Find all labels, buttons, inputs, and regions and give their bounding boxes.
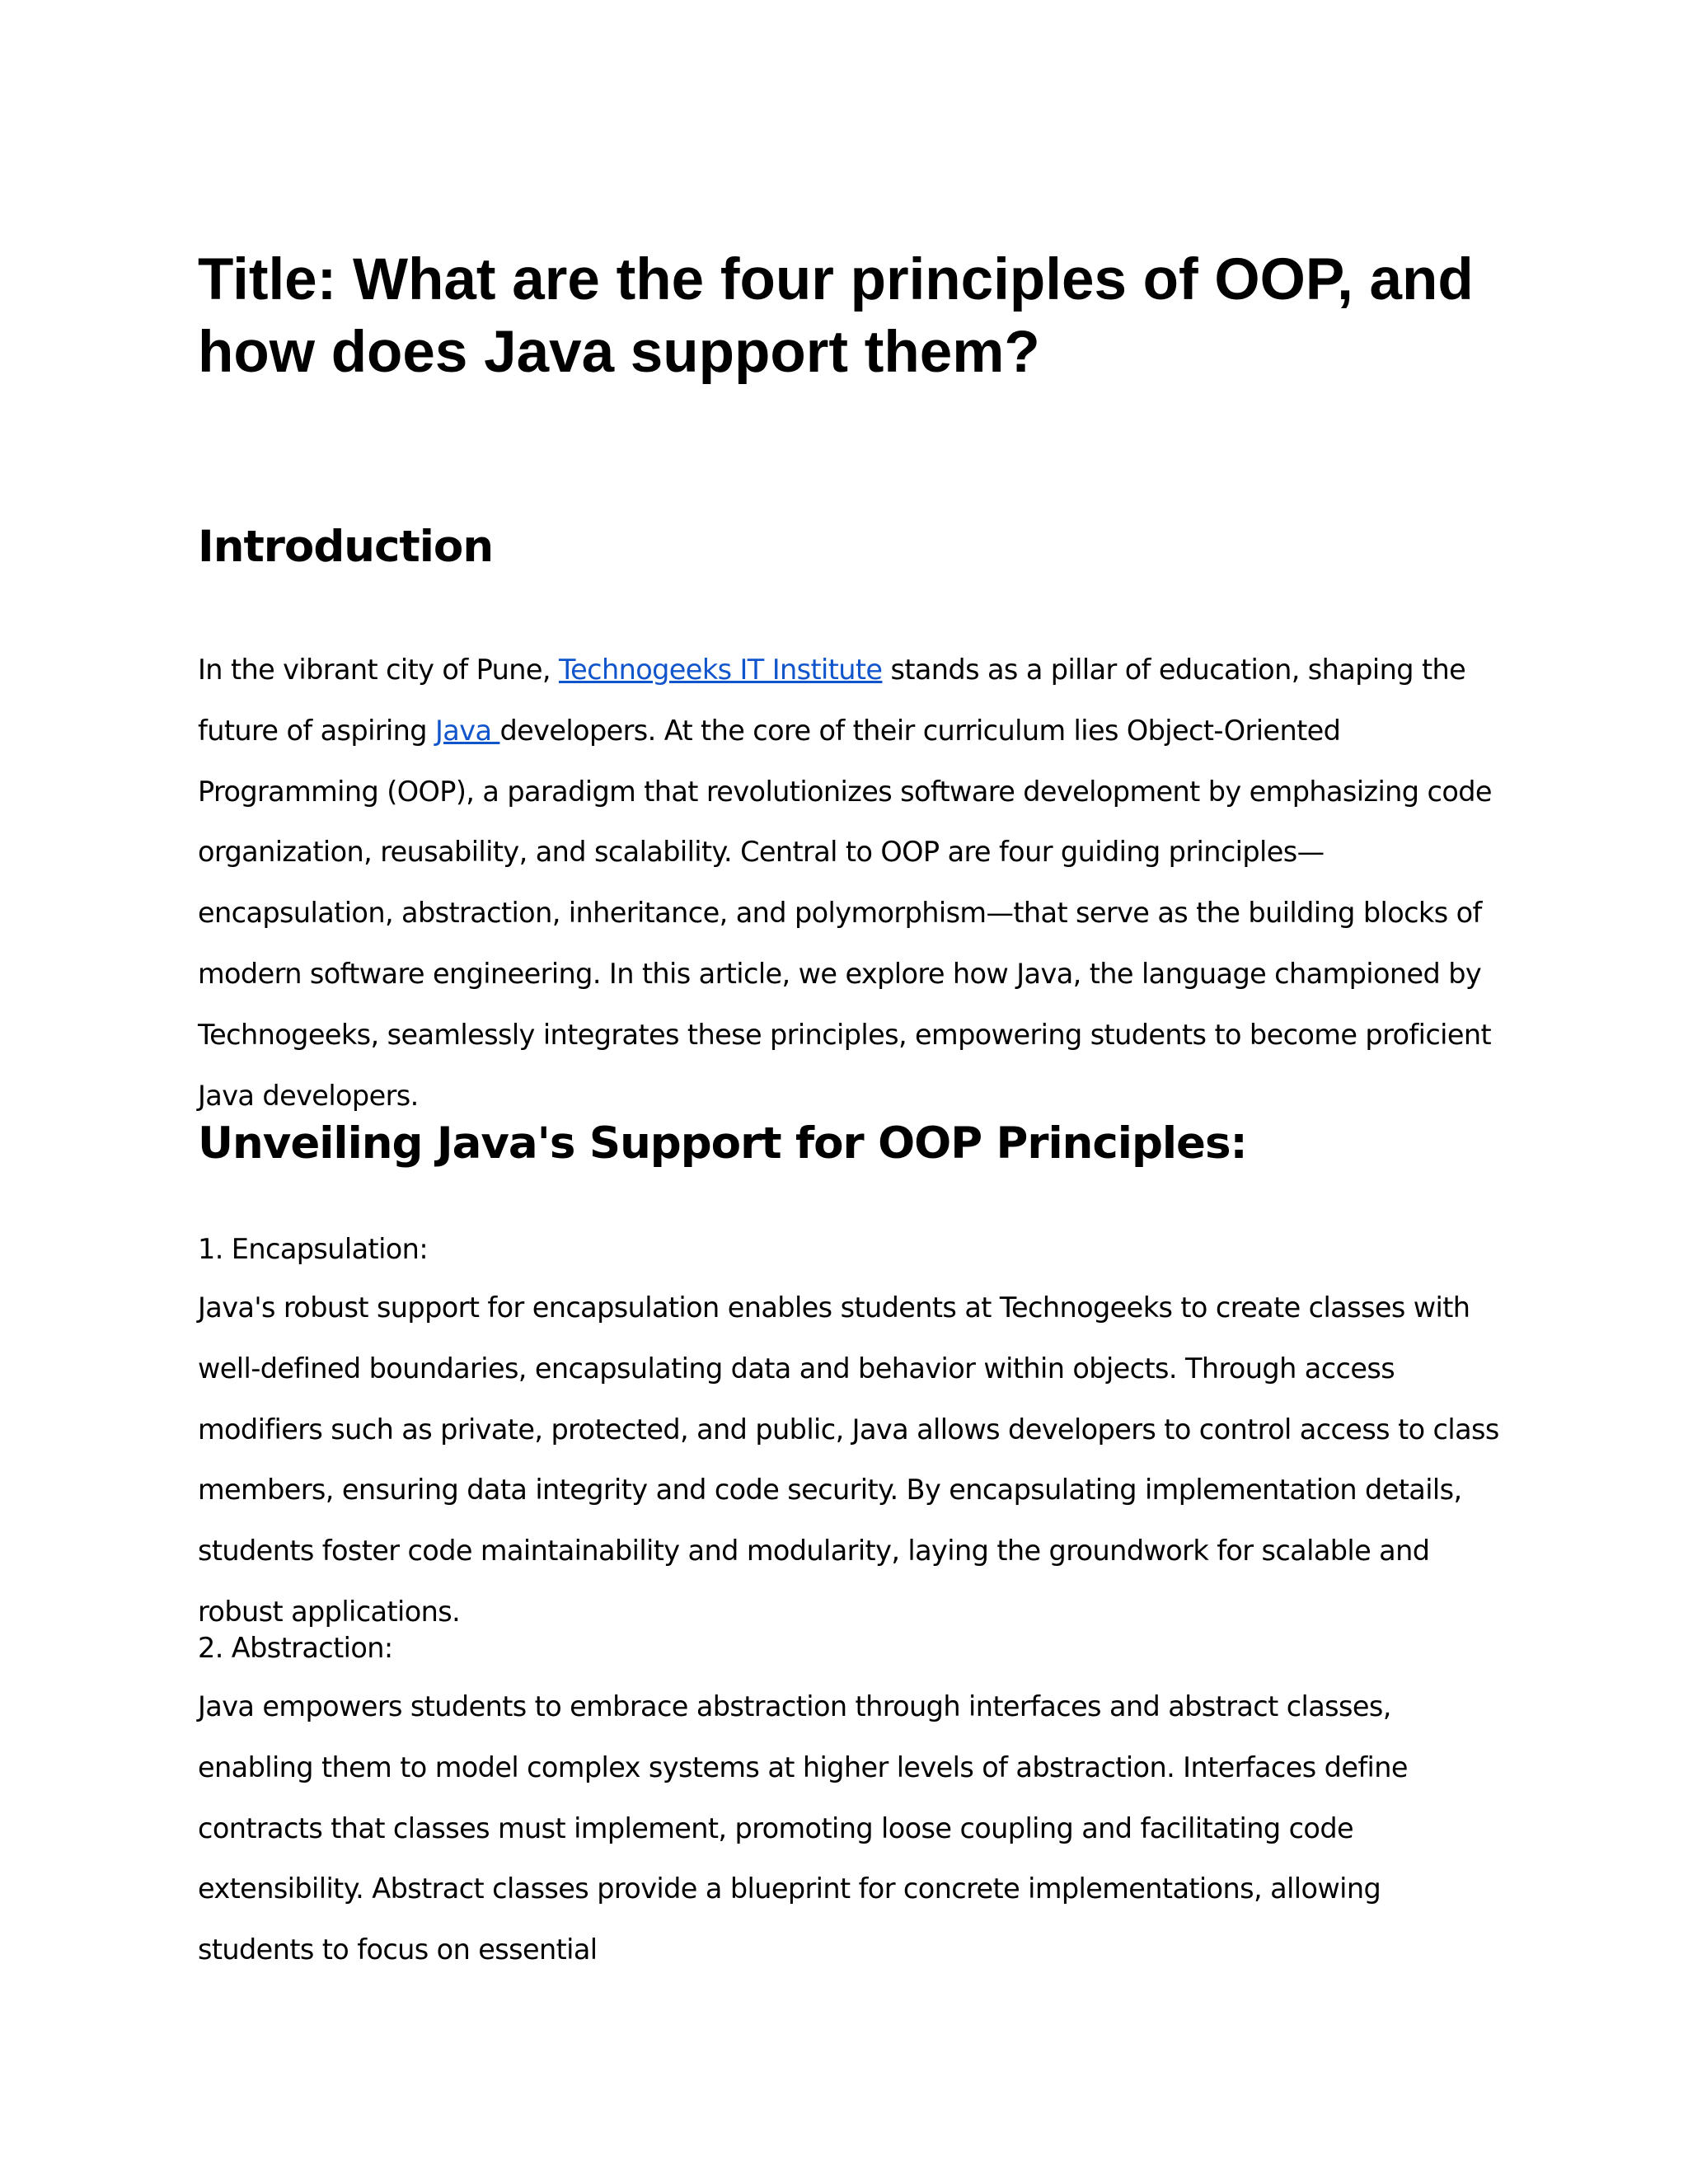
abstraction-paragraph: Java empowers students to embrace abstraction through interfaces and abstract classes, enabling them to model complex systems at higher levels of abstraction. Interfaces define contracts that classes must implement, promoting loose coupling and facilitating code extensibility. Abstract classes provide a blueprint for concrete implementations, allowing students to focus on essential — [198, 1690, 1408, 1966]
encapsulation-label: 1. Encapsulation: — [198, 1233, 428, 1265]
intro-text-part-2: stands as a pillar of education, shaping the future of aspiring — [198, 654, 1466, 747]
encapsulation-paragraph: Java's robust support for encapsulation enables students at Technogeeks to create classes with well-defined boundaries, encapsulating data and behavior within objects. Through access modifiers such as private, protected, and public, Java allows developers to control access to class members, ensuring data integrity and code security. By encapsulating implementation details, students foster code maintainability and modularity, laying the groundwork for scalable and robust applications. — [198, 1291, 1499, 1628]
java-link[interactable]: Java — [435, 714, 500, 747]
intro-text-part-3: developers. At the core of their curriculum lies Object-Oriented Programming (OOP), a paradigm that revolutionizes software development by emphasizing code organization, reusability, and scalability. Central to OOP are four guiding principles—encapsulation, abstraction, inheritance, and polymorphism—that serve as the building blocks of modern software engineering. In this article, we explore how Java, the language championed by Technogeeks, seamlessly integrates these principles, empowering students to become proficient Java developers. — [198, 714, 1492, 1112]
intro-text-part-1: In the vibrant city of Pune, — [198, 654, 559, 686]
introduction-paragraph — [198, 640, 1500, 1126]
abstraction-label: 2. Abstraction: — [198, 1632, 393, 1664]
oop-support-heading: Unveiling Java's Support for OOP Principles: — [198, 1118, 1247, 1169]
technogeeks-institute-link[interactable]: Technogeeks IT Institute — [558, 654, 883, 686]
introduction-heading: Introduction — [198, 522, 494, 572]
document-title: Title: What are the four principles of OOP, and how does Java support them? — [198, 247, 1474, 385]
